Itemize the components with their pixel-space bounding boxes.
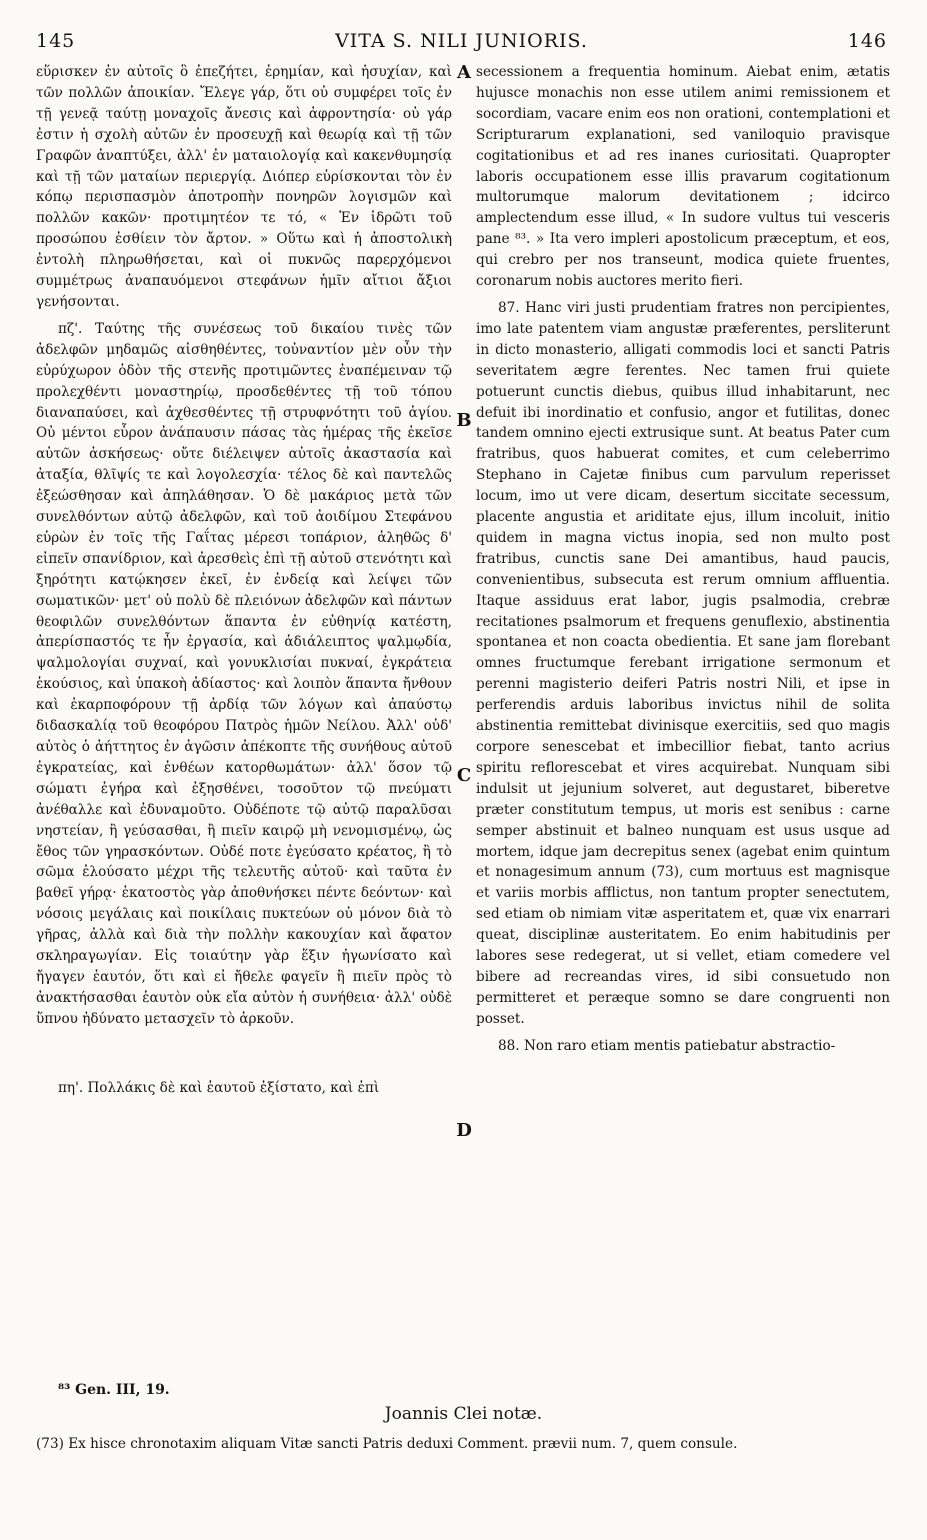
latin-paragraph-88: 88. Non raro etiam mentis patiebatur abstractio- [498, 1037, 836, 1054]
page-number-right: 146 [847, 30, 887, 52]
latin-column [476, 62, 890, 1057]
section-marker-b: B [456, 410, 472, 431]
running-head [36, 30, 887, 56]
latin-paragraph-87: 87. Hanc viri justi prudentiam fratres non percipientes, imo late patentem viam angustæ præferentes, persliterunt in dicto monasterio, alligati commodis loci et sancti Patris severitatem ægre ferentes. Nec tamen frui quiete potuerunt cunctis diebus, quibus illud inhabitarunt, nec defuit ibi inordinatio et confusio, angor et futilitas, donec tandem omnino ejecti extrusique sunt. At beatus Pater cum fratribus, quos habuerat comites, et cum celeberrimo Stephano in Cajetæ finibus cum parvulum reperisset locum, imo ut vere dicam, desertum siccitate secessum, placente angustia et ariditate ejus, illum incoluit, initio quidem in magna victus inopia, sed non multo post fratribus, cunctis sane Dei amantibus, haud paucis, convenientibus, subsecuta est rerum omnium affluentia. Itaque assiduus erat labor, jugis psalmodia, crebræ recitationes psalmorum et frequens genuflexio, abstinentia spontanea et non coacta obedientia. Et sane jam florebant omnes fructumque ferebant irrigatione sermonum et perenni magisterio deiferi Patris nostri Nili, et ipse in perferendis arduis laboribus invictus nihil de solita abstinentia remittebat divinisque exercitiis, sed quo magis corpore senescebat et imbecillior fiebat, tanto acrius spiritu reflorescebat et vires acquirebat. Nunquam sibi indulsit ut jejunium solveret, aut degustaret, biberetve præter constitutum tempus, ut moris est senibus : carne semper abstinuit et balneo nunquam est usus usque ad mortem, idque jam decrepitus senex (agebat enim quintum et nonagesimum annum (73), cum mortuus est magnisque et variis morbis afflictus, non tantum propter senectutem, sed etiam ob nimiam vitæ asperitatem et, quæ vix enarrari queat, disciplinæ austeritatem. Eo enim habitudinis per labores sese redegerat, ut si vellet, etiam comedere vel bibere ad recreandas vires, id sibi consuetudo non permitteret et peræque somno se dare congruenti non posset. [476, 299, 890, 1027]
latin-paragraph-1: secessionem a frequentia hominum. Aiebat enim, ætatis hujusce monachis non esse utilem animi remissionem et socordiam, vacare enim eos non orationi, contemplationi et Scripturarum explanationi, sed vaniloquio pravisque cogitationibus et ad res inanes curiositati. Quapropter laboris occupationem esse illis pravarum cogitationum multorumque malorum devitationem ; idcirco amplectendum esse illud, « In sudore vultus tui vesceris pane ⁸³. » Ita vero impleri apostolicum præceptum, et eos, qui crebro per nos transeunt, modica quiete fruentes, coronarum nobis auctores merito fieri. [476, 64, 890, 290]
section-marker-d: D [456, 1120, 472, 1141]
page-number-left: 145 [36, 30, 76, 52]
section-marker-a: A [457, 62, 471, 83]
greek-column [36, 62, 452, 1099]
note-73: (73) Ex hisce chronotaxim aliquam Vitæ sancti Patris deduxi Comment. prævii num. 7, quem consule. [36, 1436, 738, 1452]
greek-paragraph-87: πζ'. Ταύτης τῆς συνέσεως τοῦ δικαίου τινὲς τῶν ἀδελφῶν μηδαμῶς αἰσθηθέντες, τοὐναντίον μὲν οὖν τὴν εὐρύχωρον ὁδὸν τῆς στενῆς προτιμῶντες ἐναπέμειναν τῷ προλεχθέντι μοναστηρίῳ, προσδεθέντες τῇ τοῦ τόπου διαναπαύσει, καὶ ἀχθεσθέντες τῇ στρυφνότητι τοῦ ἁγίου. Οὐ μέντοι εὗρον ἀνάπαυσιν πάσας τὰς ἡμέρας τῆς ἐκεῖσε αὐτῶν ἀσκήσεως· οὔτε διέλειψεν αὐτοῖς ἀκαστασία καὶ ἀταξία, θλῖψίς τε καὶ λογολεσχία· τέλος δὲ καὶ παντελῶς ἐξεώσθησαν καὶ ἀπηλάθησαν. Ὁ δὲ μακάριος μετὰ τῶν συνελθόντων αὐτῷ ἀδελφῶν, καὶ τοῦ ἀοιδίμου Στεφάνου εὑρὼν ἐν τοῖς τῆς Γαΐτας μέρεσι τοπάριον, ἀληθῶς δ' εἰπεῖν σπανίδριον, καὶ ἀρεσθεὶς ἐπὶ τῇ αὐτοῦ στενότητι καὶ ξηρότητι κατῴκησεν ἐκεῖ, ἐν ἐνδείᾳ καὶ λείψει τῶν σωματικῶν· μετ' οὐ πολὺ δὲ πλειόνων ἀδελφῶν καὶ πάντων θεοφιλῶν συνελθόντων ἅπαντα ἐν εὐθηνίᾳ κατέστη, ἀπερίσπαστός τε ἦν ἐργασία, καὶ ἀδιάλειπτος ψαλμῳδία, ψαλμολογίαι συχναί, καὶ γονυκλισίαι πυκναί, ἐγκράτεια ἑκούσιος, καὶ ὑπακοὴ ἀδίαστος· καὶ λοιπὸν ἅπαντα ἤνθουν καὶ ἐκαρποφόρουν τῇ ἀρδίᾳ τῶν λόγων καὶ ἀπαύστῳ διδασκαλίᾳ τοῦ θεοφόρου Πατρὸς ἡμῶν Νείλου. Ἀλλ' οὐδ' αὐτὸς ὁ ἀήττητος ἐν ἀγῶσιν ἀπέκοπτε τῆς συνήθους αὐτοῦ ἐγκρατείας, καὶ ἐνθέων κατορθωμάτων· ἀλλ' ὅσον τῷ σώματι ἐγήρα καὶ ἐξησθένει, τοσοῦτον τῷ πνεύματι ἀνέθαλλε καὶ ἐδυναμοῦτο. Οὐδέποτε τῷ αὐτῷ παραλῦσαι νηστείαν, ἢ γεύσασθαι, ἢ πιεῖν καιρῷ μὴ νενομισμένῳ, ὡς ἔθος τῶν γηρασκόντων. Οὐδέ ποτε ἐγεύσατο κρέατος, ἢ τὸ σῶμα ἐλούσατο μέχρι τῆς τελευτῆς αὐτοῦ· καὶ ταῦτα ἐν βαθεῖ γήρᾳ· ἑκατοστὸς γὰρ ἀποθνήσκει πέντε δεόντων· καὶ νόσοις μεγάλαις καὶ ποικίλαις πυκτεύων οὐ μόνον διὰ τὸ γῆρας, ἀλλὰ καὶ διὰ τὴν πολλὴν κακουχίαν καὶ ἄφατον σκληραγωγίαν. Εἰς τοιαύτην γὰρ ἕξιν ἠγωνίσατο καὶ ἤγαγεν ἑαυτόν, ὅτι καὶ εἰ ἤθελε φαγεῖν ἢ πιεῖν πρὸς τὸ ἀνακτήσασθαι ἑαυτὸν οὐκ εἴα αὐτὸν ἡ συνήθεια· ἀλλ' οὐδὲ ὕπνου ἠδύνατο μετασχεῖν τὸ ἀρκοῦν. [36, 320, 452, 1027]
notes-heading: Joannis Clei notæ. [384, 1404, 543, 1424]
running-title: VITA S. NILI JUNIORIS. [335, 30, 588, 52]
section-marker-c: C [456, 765, 472, 786]
greek-paragraph-1: εὕρισκεν ἐν αὐτοῖς ὃ ἐπεζήτει, ἐρημίαν, καὶ ἡσυχίαν, καὶ τῶν πολλῶν ἀποικίαν. Ἔλεγε γάρ, ὅτι οὐ συμφέρει τοῖς ἐν τῇ γενεᾷ ταύτῃ μοναχοῖς ἄνεσις καὶ ἀφροντησία· οὐ γάρ ἐστιν ἡ σχολὴ αὐτῶν ἐν προσευχῇ καὶ θεωρίᾳ καὶ τῇ τῶν Γραφῶν ἀναπτύξει, ἀλλ' ἐν ματαιολογίᾳ καὶ κακενθυμησίᾳ καὶ τῇ τῶν ματαίων περιεργίᾳ. Διόπερ εὑρίσκονται τὸν ἐν κόπῳ περισπασμὸν ἀποτροπὴν πονηρῶν λογισμῶν καὶ πολλῶν κακῶν· προτιμητέον τε τό, « Ἐν ἱδρῶτι τοῦ προσώπου ἐσθίειν τὸν ἄρτον. » Οὕτω καὶ ἡ ἀποστολικὴ ἐντολὴ πληρωθήσεται, καὶ οἱ πυκνῶς παρερχόμενοι συμμέτρως ἀναπαυόμενοι στεφάνων ἡμῖν αἴτιοι ἄξιοι γενήσονται. [36, 64, 452, 310]
greek-paragraph-88: πη'. Πολλάκις δὲ καὶ ἑαυτοῦ ἐξίστατο, καὶ ἐπὶ [58, 1079, 380, 1096]
footnote-83: ⁸³ Gen. III, 19. [58, 1382, 170, 1398]
